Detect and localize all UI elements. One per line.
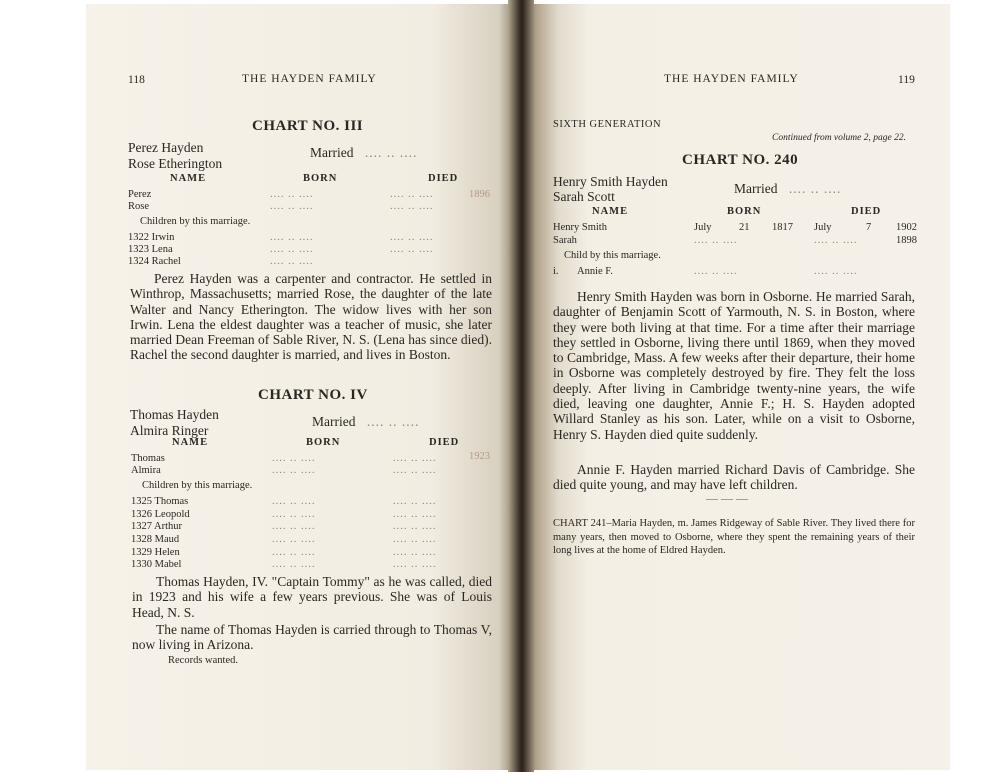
died-year: 1902	[896, 222, 917, 233]
born-placeholder: .... .. ....	[270, 201, 314, 212]
table-row	[128, 189, 492, 202]
died-placeholder: .... .. ....	[390, 244, 434, 255]
died-month: July	[814, 222, 832, 233]
child-name: 1326 Leopold	[131, 509, 190, 520]
died-placeholder: .... .. ....	[393, 453, 437, 464]
chart-241-paragraph: CHART 241–Maria Hayden, m. James Ridgeway of Sable River. They lived there for many years, then moved to Osborne, where they spent the remaining years of their long lives at the home of Eldred Hayden.	[553, 518, 915, 556]
table-row	[553, 235, 917, 248]
chart-paragraph: Thomas Hayden, IV. "Captain Tommy" as he was called, died in 1923 and his wife a few years previous. She was of Louis Head, N. S.	[132, 574, 492, 620]
died-year: 1923	[469, 451, 490, 462]
born-day: 21	[739, 222, 750, 233]
born-month: July	[694, 222, 712, 233]
person-name: Rose	[128, 201, 149, 212]
married-text: Married	[734, 181, 778, 196]
died-placeholder: .... .. ....	[393, 534, 437, 545]
child-row	[131, 547, 492, 560]
table-row	[131, 453, 492, 466]
child-name: 1330 Mabel	[131, 559, 182, 570]
married-label	[734, 181, 841, 197]
page-number-right: 119	[898, 74, 915, 86]
born-column-header: BORN	[303, 173, 338, 184]
child-name: 1322 Irwin	[128, 232, 175, 243]
born-placeholder: .... .. ....	[272, 521, 316, 532]
married-label	[312, 414, 419, 430]
table-row	[128, 201, 492, 214]
child-row	[131, 496, 492, 509]
person-name: Perez	[128, 189, 152, 200]
born-placeholder: .... .. ....	[272, 496, 316, 507]
child-row	[553, 266, 917, 279]
person-name: Henry Smith	[553, 222, 607, 233]
running-head-right: THE HAYDEN FAMILY	[664, 73, 799, 85]
born-placeholder: .... .. ....	[272, 465, 316, 476]
chart-paragraph: The name of Thomas Hayden is carried through to Thomas V, now living in Arizona.	[132, 622, 492, 653]
born-placeholder: .... .. ....	[694, 266, 738, 277]
continued-note: Continued from volume 2, page 22.	[772, 133, 906, 143]
child-row	[131, 559, 492, 572]
generation-label: SIXTH GENERATION	[553, 119, 662, 130]
child-name: 1324 Rachel	[128, 256, 181, 267]
died-placeholder: .... .. ....	[814, 266, 858, 277]
table-row	[553, 222, 917, 235]
born-column-header: BORN	[727, 206, 762, 217]
chart-paragraph: Perez Hayden was a carpenter and contractor. He settled in Winthrop, Massachusetts; married Rose, the daughter of the late Walter and Nancy Etherington. The widow lives with her son Irwin. Lena the eldest daughter was a teacher of music, she later married Dean Freeman of Sable River, N. S. (Lena has since died). Rachel the second daughter is married, and lives in Boston.	[130, 271, 492, 363]
died-column-header: DIED	[429, 437, 460, 448]
died-placeholder: .... .. ....	[393, 547, 437, 558]
husband-name: Perez Hayden	[128, 140, 204, 155]
child-number: i.	[553, 266, 559, 277]
born-placeholder: .... .. ....	[270, 232, 314, 243]
book-spine	[508, 0, 534, 772]
husband-name: Henry Smith Hayden	[553, 174, 668, 189]
child-row	[128, 244, 492, 257]
died-placeholder: .... .. ....	[390, 201, 434, 212]
name-column-header: NAME	[592, 206, 629, 217]
died-placeholder: .... .. ....	[814, 235, 858, 246]
born-placeholder: .... .. ....	[272, 534, 316, 545]
died-placeholder: .... .. ....	[390, 232, 434, 243]
born-placeholder: .... .. ....	[694, 235, 738, 246]
wife-name: Rose Etherington	[128, 156, 223, 171]
died-year: 1896	[469, 189, 490, 200]
child-row	[131, 521, 492, 534]
married-date-placeholder: .... .. ....	[788, 181, 842, 196]
child-row	[131, 509, 492, 522]
child-name: 1328 Maud	[131, 534, 180, 545]
died-placeholder: .... .. ....	[393, 496, 437, 507]
born-year: 1817	[772, 222, 793, 233]
husband-name: Thomas Hayden	[130, 407, 219, 422]
born-placeholder: .... .. ....	[272, 509, 316, 520]
married-text: Married	[310, 145, 354, 160]
died-placeholder: .... .. ....	[393, 559, 437, 570]
child-name: Annie F.	[577, 266, 613, 277]
page-number-left: 118	[128, 74, 145, 86]
died-placeholder: .... .. ....	[393, 521, 437, 532]
child-name: 1323 Lena	[128, 244, 173, 255]
person-name: Sarah	[553, 235, 577, 246]
married-date-placeholder: .... .. ....	[366, 414, 420, 429]
born-placeholder: .... .. ....	[272, 547, 316, 558]
born-placeholder: .... .. ....	[272, 559, 316, 570]
born-placeholder: .... .. ....	[270, 189, 314, 200]
child-row	[128, 256, 492, 269]
died-placeholder: .... .. ....	[390, 189, 434, 200]
child-name: 1325 Thomas	[131, 496, 189, 507]
name-column-header: NAME	[172, 437, 209, 448]
table-row	[131, 465, 492, 478]
child-row	[131, 534, 492, 547]
chart-paragraph: Annie F. Hayden married Richard Davis of Cambridge. She died quite young, and may have left children.	[553, 462, 915, 493]
records-note: Records wanted.	[168, 655, 238, 666]
born-column-header: BORN	[306, 437, 341, 448]
died-placeholder: .... .. ....	[393, 465, 437, 476]
married-text: Married	[312, 414, 356, 429]
wife-name: Sarah Scott	[553, 189, 615, 204]
name-column-header: NAME	[170, 173, 207, 184]
chart-paragraph: Henry Smith Hayden was born in Osborne. He married Sarah, daughter of Benjamin Scott of Yarmouth, N. S. in Boston, where they were both living at that time. For a time after their marriage they settled in Osborne, living there until 1869, when they moved to Cambridge, Mass. A few weeks after their departure, their home in Osborne was completely destroyed by fire. They felt the loss deeply. After living in Cambridge twenty-nine years, the wife died, leaving one daughter, Annie F.; H. S. Hayden adopted Willard Stanley as his son. Later, while on a visit to Osborne, Henry S. Hayden died quite suddenly.	[553, 289, 915, 442]
married-label	[310, 145, 417, 161]
chart-title: CHART NO. III	[252, 118, 364, 134]
married-date-placeholder: .... .. ....	[364, 145, 418, 160]
died-day: 7	[866, 222, 872, 233]
born-placeholder: .... .. ....	[270, 256, 314, 267]
child-name: 1329 Helen	[131, 547, 180, 558]
born-placeholder: .... .. ....	[270, 244, 314, 255]
chart-title: CHART NO. 240	[682, 152, 799, 168]
born-placeholder: .... .. ....	[272, 453, 316, 464]
section-separator: — — —	[706, 491, 748, 505]
wife-name: Almira Ringer	[130, 423, 209, 438]
died-year: 1898	[896, 235, 917, 246]
person-name: Almira	[131, 465, 161, 476]
child-row	[128, 232, 492, 245]
children-label: Children by this marriage.	[140, 216, 251, 227]
children-label: Children by this marriage.	[142, 480, 253, 491]
died-column-header: DIED	[851, 206, 882, 217]
person-name: Thomas	[131, 453, 165, 464]
died-column-header: DIED	[428, 173, 459, 184]
chart-title: CHART NO. IV	[258, 387, 368, 403]
children-label: Child by this marriage.	[564, 250, 661, 261]
running-head-left: THE HAYDEN FAMILY	[242, 73, 377, 85]
died-placeholder: .... .. ....	[393, 509, 437, 520]
child-name: 1327 Arthur	[131, 521, 183, 532]
